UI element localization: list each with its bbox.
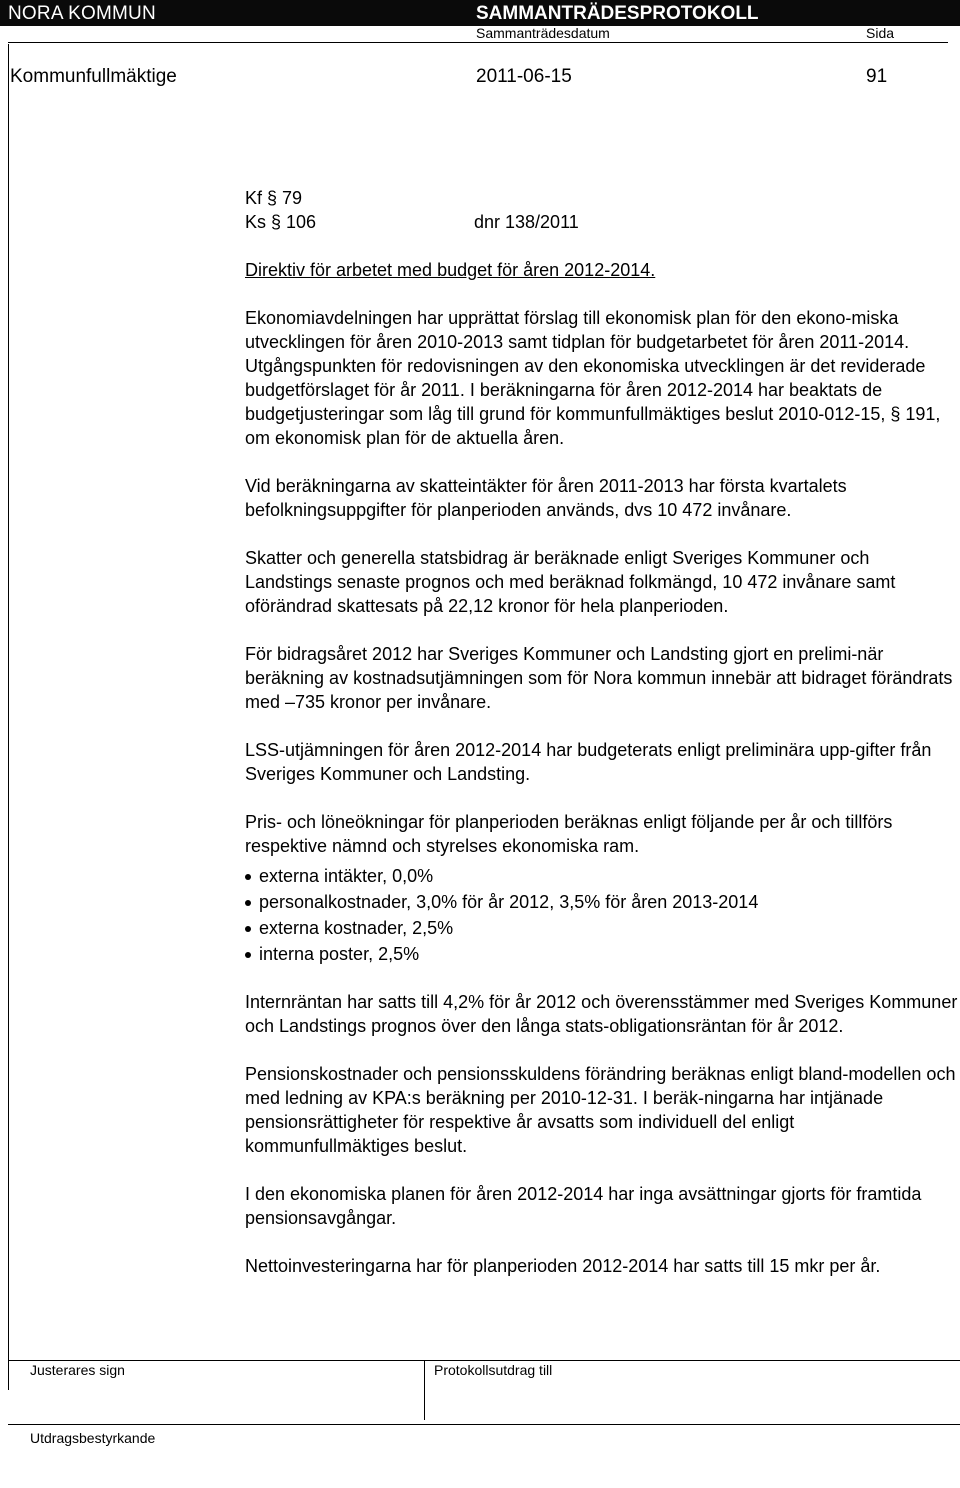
bullet-list (245, 864, 960, 966)
committee-name: Kommunfullmäktige (10, 66, 177, 87)
list-item-text: externa intäkter, 0,0% (259, 866, 434, 886)
adjuster-signature-label: Justerares sign (30, 1362, 125, 1378)
paragraph: I den ekonomiska planen för åren 2012-2014 har inga avsättningar gjorts för framtida pensionsavgångar. (245, 1184, 922, 1228)
page-label: Sida (866, 25, 895, 41)
footer-divider (8, 1360, 960, 1361)
list-item-text: externa kostnader, 2,5% (259, 918, 454, 938)
list-item (245, 864, 960, 888)
bullet-icon (245, 926, 251, 932)
meeting-date-label: Sammanträdesdatum (476, 25, 610, 41)
ks-reference: Ks § 106 (245, 212, 317, 232)
paragraph: Internräntan har satts till 4,2% för år 2012 och överensstämmer med Sveriges Kommuner och Landstings prognos över den långa stats-obligationsräntan för år 2012. (245, 992, 958, 1036)
paragraph: Pris- och löneökningar för planperioden beräknas enligt följande per år och tillförs respektive nämnd och styrelses ekonomiska ram. (245, 812, 893, 856)
kf-reference: Kf § 79 (245, 188, 303, 208)
footer-divider-lower (8, 1424, 960, 1425)
document-body (245, 306, 960, 1302)
list-item-text: personalkostnader, 3,0% för år 2012, 3,5% för åren 2013-2014 (259, 892, 759, 912)
page-number: 91 (866, 66, 888, 87)
list-item (245, 890, 960, 914)
paragraph: Skatter och generella statsbidrag är beräknade enligt Sveriges Kommuner och Landstings senaste prognos och med beräknad folkmängd, 10 472 invånare samt oförändrad skattesats på 22,12 kronor för hela planperioden. (245, 548, 896, 616)
paragraph: Vid beräkningarna av skatteintäkter för åren 2011-2013 har första kvartalets befolkningsuppgifter för planperioden används, dvs 10 472 invånare. (245, 476, 847, 520)
subject-heading: Direktiv för arbetet med budget för åren 2012-2014. (245, 260, 656, 280)
meeting-date: 2011-06-15 (476, 66, 572, 87)
list-item (245, 916, 960, 940)
paragraph: Ekonomiavdelningen har upprättat förslag till ekonomisk plan för den ekono-miska utvecklingen för åren 2010-2013 samt tidplan för budgetarbetet för åren 2011-2014. Utgångspunkten för redovisningen av den ekonomiska utvecklingen är det reviderade budgetförslaget för år 2011. I beräkningarna för åren 2012-2014 har beaktats de budgetjusteringar som låg till grund för kommunfullmäktiges beslut 2010-012-15, § 191, om ekonomisk plan för de aktuella åren. (245, 308, 941, 448)
list-item-text: interna poster, 2,5% (259, 944, 420, 964)
paragraph: LSS-utjämningen för åren 2012-2014 har budgeterats enligt preliminära upp-gifter från Sveriges Kommuner och Landsting. (245, 740, 932, 784)
diary-number: dnr 138/2011 (474, 212, 579, 232)
header-bar (0, 0, 960, 26)
bullet-icon (245, 900, 251, 906)
header-divider (8, 42, 948, 43)
paragraph: Nettoinvesteringarna har för planperioden 2012-2014 har satts till 15 mkr per år. (245, 1256, 881, 1276)
organization-name: NORA KOMMUN (8, 3, 156, 24)
list-item (245, 942, 960, 966)
extract-certification-label: Utdragsbestyrkande (30, 1430, 156, 1446)
footer-column-divider (424, 1360, 425, 1420)
paragraph: För bidragsåret 2012 har Sveriges Kommuner och Landsting gjort en prelimi-när beräkning av kostnadsutjämningen som för Nora kommun innebär att bidraget förändrats med –735 kronor per invånare. (245, 644, 953, 712)
minutes-extract-label: Protokollsutdrag till (434, 1362, 553, 1378)
document-type: SAMMANTRÄDESPROTOKOLL (476, 3, 759, 24)
bullet-icon (245, 874, 251, 880)
left-margin-rule (8, 44, 9, 1390)
bullet-icon (245, 952, 251, 958)
paragraph: Pensionskostnader och pensionsskuldens förändring beräknas enligt bland-modellen och med ledning av KPA:s beräkning per 2010-12-31. I beräk-ningarna har intjänade pensionsrättigheter för respektive år avsatts som individuell del enligt kommunfullmäktiges beslut. (245, 1064, 956, 1156)
